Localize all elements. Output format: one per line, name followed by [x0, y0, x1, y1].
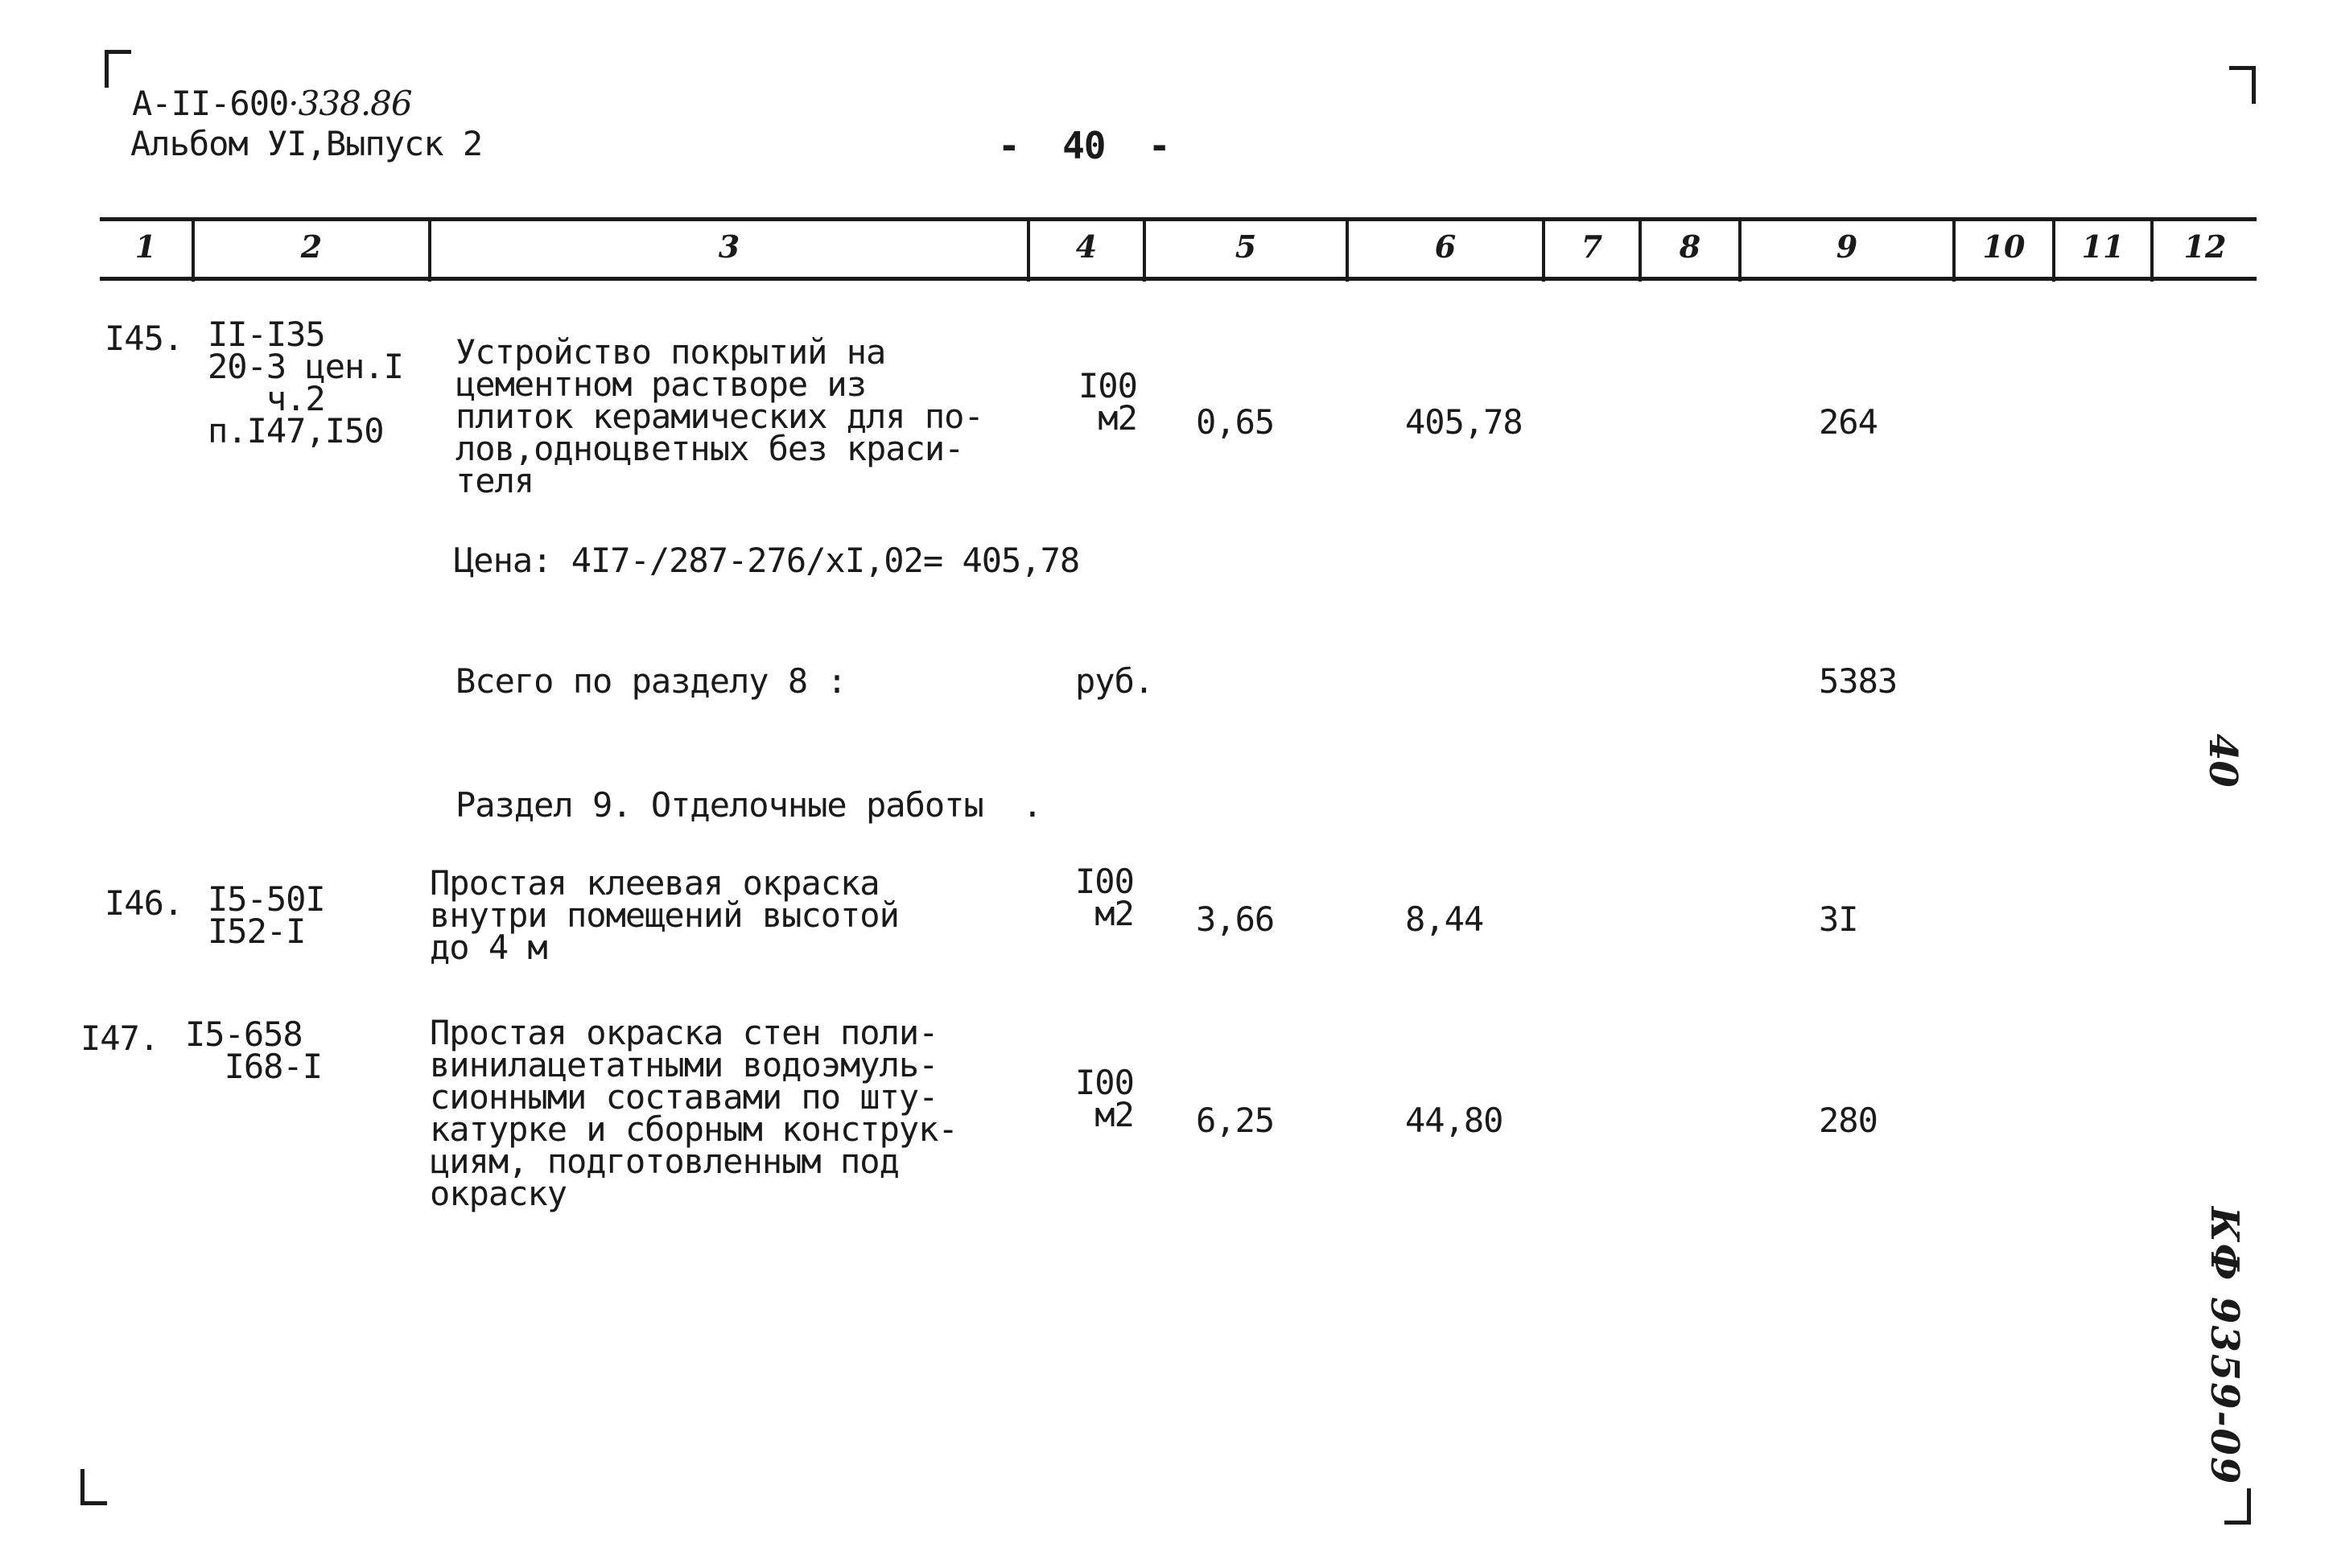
column-number: 9: [1836, 228, 1858, 265]
total-cost: 3I: [1819, 899, 1858, 939]
unit: I00 м2: [1078, 366, 1137, 438]
price-calculation: Цена: 4I7-/287-276/хI,02= 405,78: [454, 541, 1080, 580]
corner-mark-bottom-right: [2224, 1488, 2251, 1525]
document-code-typed: А-II-600: [132, 84, 289, 123]
rate-code: I5-50I I52-I: [208, 879, 325, 951]
unit-price: 405,78: [1405, 402, 1523, 442]
column-number: 3: [718, 228, 740, 265]
work-description: Простая окраска стен поли- винилацетатными водоэмуль- сионными составами по шту- катурке и сборным конструк- циям, подготовленным под окраску: [430, 1013, 958, 1213]
corner-mark-top-right: [2229, 66, 2256, 104]
corner-mark-top-left: [105, 50, 131, 88]
work-description: Устройство покрытий на цементном растворе из плиток керамических для по- лов,одноцветных без краси- теля: [455, 332, 983, 500]
table-header-bottom-rule: [100, 277, 2257, 281]
rate-code: II-I35 20-3 цен.I ч.2 п.I47,I50: [208, 315, 403, 451]
section-title: Раздел 9. Отделочные работы .: [455, 785, 1042, 825]
column-number: 4: [1075, 228, 1098, 265]
quantity: 6,25: [1196, 1101, 1275, 1140]
row-number: I46.: [105, 883, 183, 923]
section-total-value: 5383: [1819, 661, 1898, 701]
unit: I00 м2: [1075, 1063, 1134, 1134]
table-header-top-rule: [100, 217, 2257, 221]
margin-archive-code: КФ 9359-09: [2202, 1207, 2247, 1486]
column-number: 5: [1235, 228, 1257, 265]
column-number: 12: [2183, 228, 2227, 265]
document-code-handwritten: ·338.86: [288, 84, 412, 123]
margin-page-number: 40: [2200, 734, 2245, 788]
column-number: 8: [1679, 228, 1701, 265]
column-number: 7: [1581, 228, 1603, 265]
row-number: I47.: [80, 1019, 159, 1058]
column-number: 1: [134, 228, 157, 265]
quantity: 3,66: [1196, 899, 1275, 939]
section-total-unit: руб.: [1075, 661, 1154, 701]
page-number: - 40 -: [998, 124, 1170, 167]
column-number: 6: [1434, 228, 1457, 265]
work-description: Простая клеевая окраска внутри помещений высотой до 4 м: [430, 863, 899, 967]
row-number: I45.: [105, 319, 183, 358]
rate-code: I5-658 I68-I: [185, 1014, 323, 1086]
column-number: 10: [1982, 228, 2026, 265]
total-cost: 264: [1819, 402, 1878, 442]
total-cost: 280: [1819, 1101, 1878, 1140]
quantity: 0,65: [1196, 402, 1275, 442]
corner-mark-bottom-left: [80, 1469, 107, 1505]
unit-price: 8,44: [1405, 899, 1484, 939]
unit-price: 44,80: [1405, 1101, 1503, 1140]
unit: I00 м2: [1075, 862, 1134, 933]
album-title: Альбом УI,Выпуск 2: [130, 124, 483, 163]
document-code: [132, 84, 412, 123]
column-number: 2: [300, 228, 323, 265]
section-total-label: Всего по разделу 8 :: [455, 661, 847, 701]
column-number: 11: [2081, 228, 2125, 265]
